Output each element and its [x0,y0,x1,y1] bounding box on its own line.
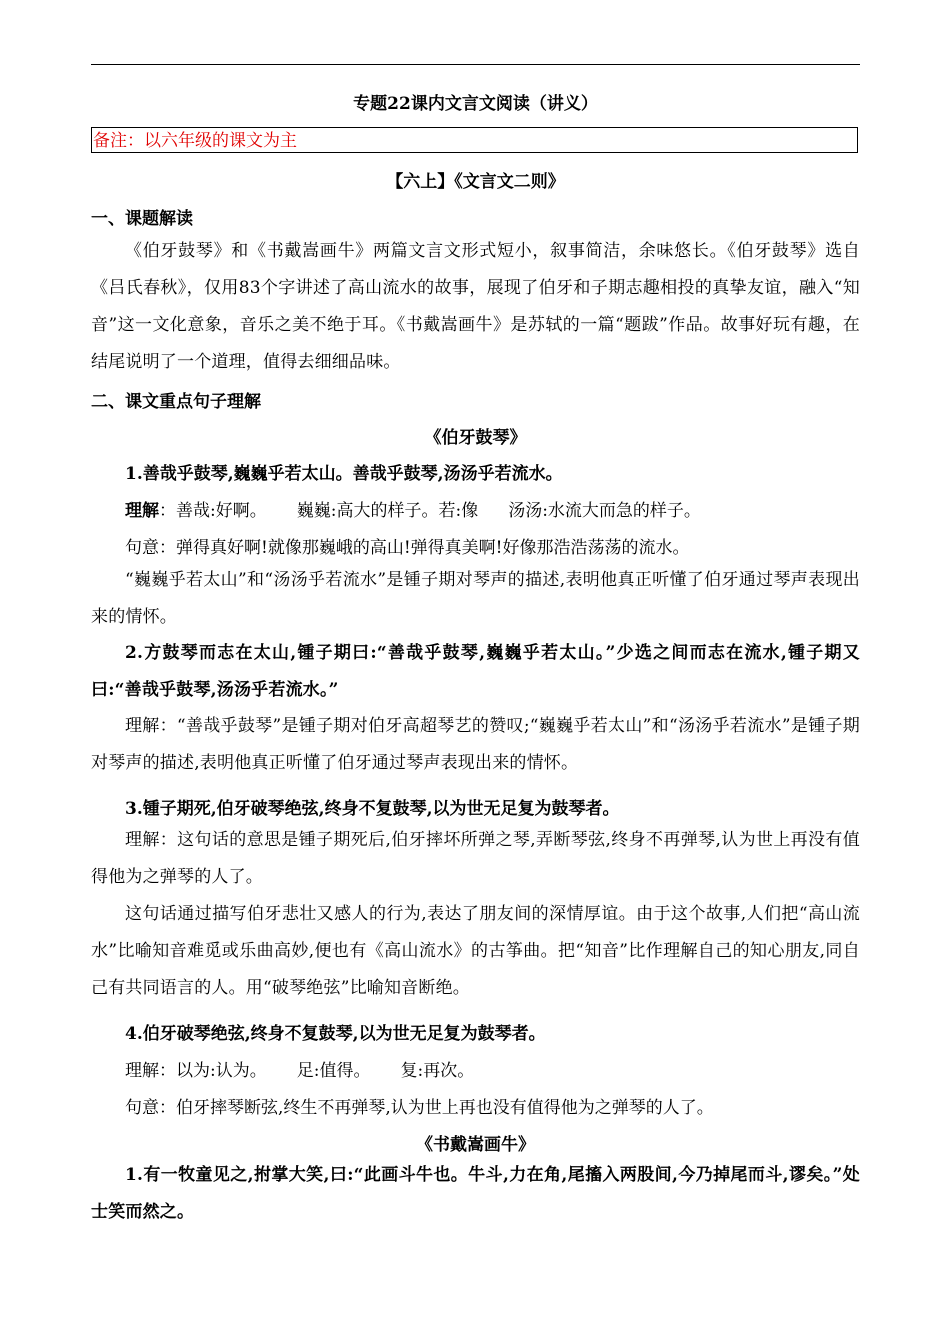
s1-colon: ： [159,501,176,521]
s4-gloss3: 复:再次。 [400,1061,475,1081]
s1-gloss1: 善哉:好啊。 [176,501,267,521]
s1-glosses [91,499,860,523]
s1-gloss2: 巍巍:高大的样子。若:像 [296,501,479,521]
s1-label: 理解 [125,501,159,521]
s4-meaning: 句意：伯牙摔琴断弦,终生不再弹琴,认为世上再也没有值得他为之弹琴的人了。 [125,1098,714,1118]
s3-sentence: 3.锺子期死,伯牙破琴绝弦,终身不复鼓琴,以为世无足复为鼓琴者。 [125,799,620,819]
note-box: 备注：以六年级的课文为主 [91,127,858,153]
s2-sentence: 2.方鼓琴而志在太山,锺子期曰:“善哉乎鼓琴,巍巍乎若太山。”少选之间而志在流水,锺子期又曰:“善哉乎鼓琴,汤汤乎若流水。” [91,643,860,700]
text1-title: 《伯牙鼓琴》 [424,428,527,448]
s4-sentence: 4.伯牙破琴绝弦,终身不复鼓琴,以为世无足复为鼓琴者。 [125,1024,546,1044]
s4-gloss1: 理解：以为:认为。 [125,1061,267,1081]
s1-comment: “巍巍乎若太山”和“汤汤乎若流水”是锺子期对琴声的描述,表明他真正听懂了伯牙通过琴声表现出来的情怀。 [91,570,860,627]
s2-comment: 理解：“善哉乎鼓琴”是锺子期对伯牙高超琴艺的赞叹;“巍巍乎若太山”和“汤汤乎若流水”是锺子期对琴声的描述,表明他真正听懂了伯牙通过琴声表现出来的情怀。 [91,716,860,773]
t2s1-sentence: 1.有一牧童见之,拊掌大笑,曰:“此画斗牛也。牛斗,力在角,尾搐入两股间,今乃掉尾而斗,谬矣。”处士笑而然之。 [91,1165,860,1222]
s1-meaning: 句意：弹得真好啊!就像那巍峨的高山!弹得真美啊!好像那浩浩荡荡的流水。 [125,538,690,558]
s4-gloss2: 足:值得。 [296,1061,371,1081]
s3-comment2: 这句话通过描写伯牙悲壮又感人的行为,表达了朋友间的深情厚谊。由于这个故事,人们把“高山流水”比喻知音难觅或乐曲高妙,便也有《高山流水》的古筝曲。把“知音”比作理解自己的知心朋友,同自己有共同语言的人。用“破琴绝弦”比喻知音断绝。 [91,904,860,998]
s1-sentence: 1.善哉乎鼓琴,巍巍乎若太山。善哉乎鼓琴,汤汤乎若流水。 [125,464,563,484]
section2-heading: 二、课文重点句子理解 [91,392,261,412]
top-rule [91,64,860,65]
s4-glosses [91,1059,860,1083]
unit-title: 【六上】《文言文二则》 [386,172,565,192]
s3-comment: 理解：这句话的意思是锺子期死后,伯牙摔坏所弹之琴,弄断琴弦,终身不再弹琴,认为世上再没有值得他为之弹琴的人了。 [91,830,860,887]
page-title: 专题22课内文言文阅读（讲义） [353,94,598,114]
section1-body: 《伯牙鼓琴》和《书戴嵩画牛》两篇文言文形式短小，叙事简洁，余味悠长。《伯牙鼓琴》选自《吕氏春秋》，仅用83个字讲述了高山流水的故事，展现了伯牙和子期志趣相投的真挚友谊，融入“知音”这一文化意象，音乐之美不绝于耳。《书戴嵩画牛》是苏轼的一篇“题跋”作品。故事好玩有趣，在结尾说明了一个道理，值得去细细品味。 [91,241,860,372]
s1-gloss3: 汤汤:水流大而急的样子。 [508,501,701,521]
text2-title: 《书戴嵩画牛》 [416,1135,535,1155]
section1-heading: 一、课题解读 [91,209,193,229]
